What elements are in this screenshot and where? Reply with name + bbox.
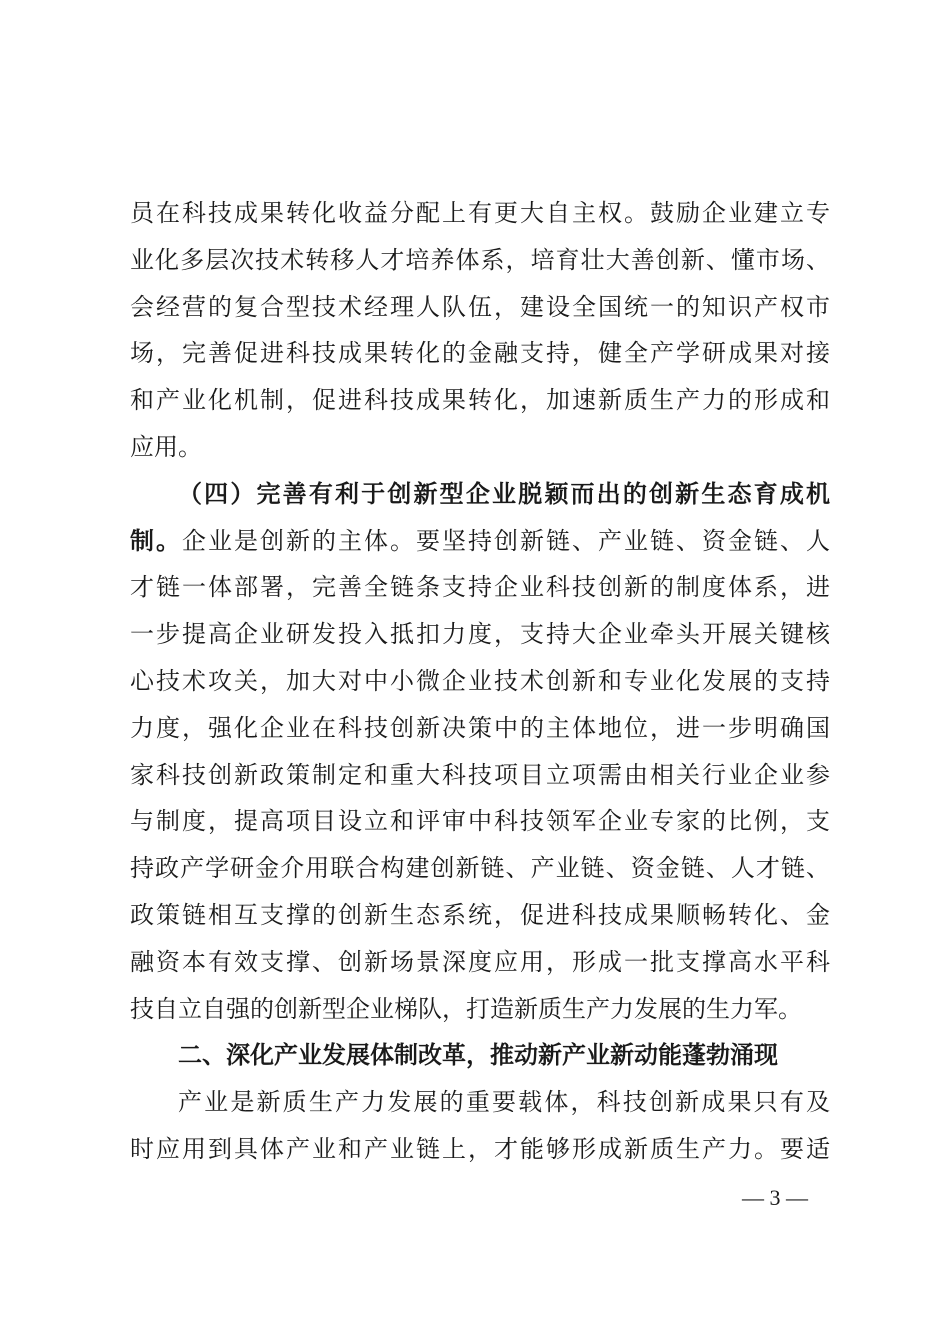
paragraph-1-line-2: 业化多层次技术转移人才培养体系，培育壮大善创新、懂市场、 (130, 245, 830, 274)
paragraph-2-line-8: 持政产学研金介用联合构建创新链、产业链、资金链、人才链、 (130, 854, 830, 883)
paragraph-2-line-7: 与制度，提高项目设立和评审中科技领军企业专家的比例，支 (130, 807, 830, 836)
paragraph-2-line-1 (130, 518, 830, 565)
paragraph-2-line-1-rest: 企业是创新的主体。要坚持创新链、产业链、资金链、人 (182, 526, 830, 555)
subsection-heading-line-1: （四）完善有利于创新型企业脱颖而出的创新生态育成机 (178, 478, 830, 508)
paragraph-1-line-4: 场，完善促进科技成果转化的金融支持，健全产学研成果对接 (130, 339, 830, 368)
page-number: — 3 — (742, 1185, 808, 1210)
paragraph-1-line-5: 和产业化机制，促进科技成果转化，加速新质生产力的形成和 (130, 386, 830, 415)
paragraph-2-line-2: 才链一体部署，完善全链条支持企业科技创新的制度体系，进 (130, 573, 830, 602)
paragraph-1-line-1: 员在科技成果转化收益分配上有更大自主权。鼓励企业建立专 (130, 199, 830, 227)
paragraph-1-line-3: 会经营的复合型技术经理人队伍，建设全国统一的知识产权市 (130, 292, 830, 321)
section-heading: 二、深化产业发展体制改革，推动新产业新动能蓬勃涌现 (178, 1041, 778, 1070)
paragraph-2-line-4: 心技术攻关，加大对中小微企业技术创新和专业化发展的支持 (130, 666, 830, 695)
body-text (130, 190, 830, 1173)
paragraph-2-line-5: 力度，强化企业在科技创新决策中的主体地位，进一步明确国 (130, 713, 830, 742)
paragraph-3-line-1: 产业是新质生产力发展的重要载体，科技创新成果只有及 (178, 1088, 830, 1117)
subsection-heading-line-2: 制。 (130, 525, 182, 555)
paragraph-2-line-11: 技自立自强的创新型企业梯队，打造新质生产力发展的生力军。 (130, 994, 802, 1023)
paragraph-2-line-10: 融资本有效支撑、创新场景深度应用，形成一批支撑高水平科 (130, 947, 830, 976)
paragraph-2-line-9: 政策链相互支撑的创新生态系统，促进科技成果顺畅转化、金 (130, 900, 830, 929)
paragraph-3-line-2: 时应用到具体产业和产业链上，才能够形成新质生产力。要适 (130, 1134, 830, 1163)
paragraph-2-line-6: 家科技创新政策制定和重大科技项目立项需由相关行业企业参 (130, 760, 830, 789)
paragraph-2-line-3: 一步提高企业研发投入抵扣力度，支持大企业牵头开展关键核 (130, 620, 830, 649)
paragraph-1-line-6: 应用。 (130, 432, 202, 461)
